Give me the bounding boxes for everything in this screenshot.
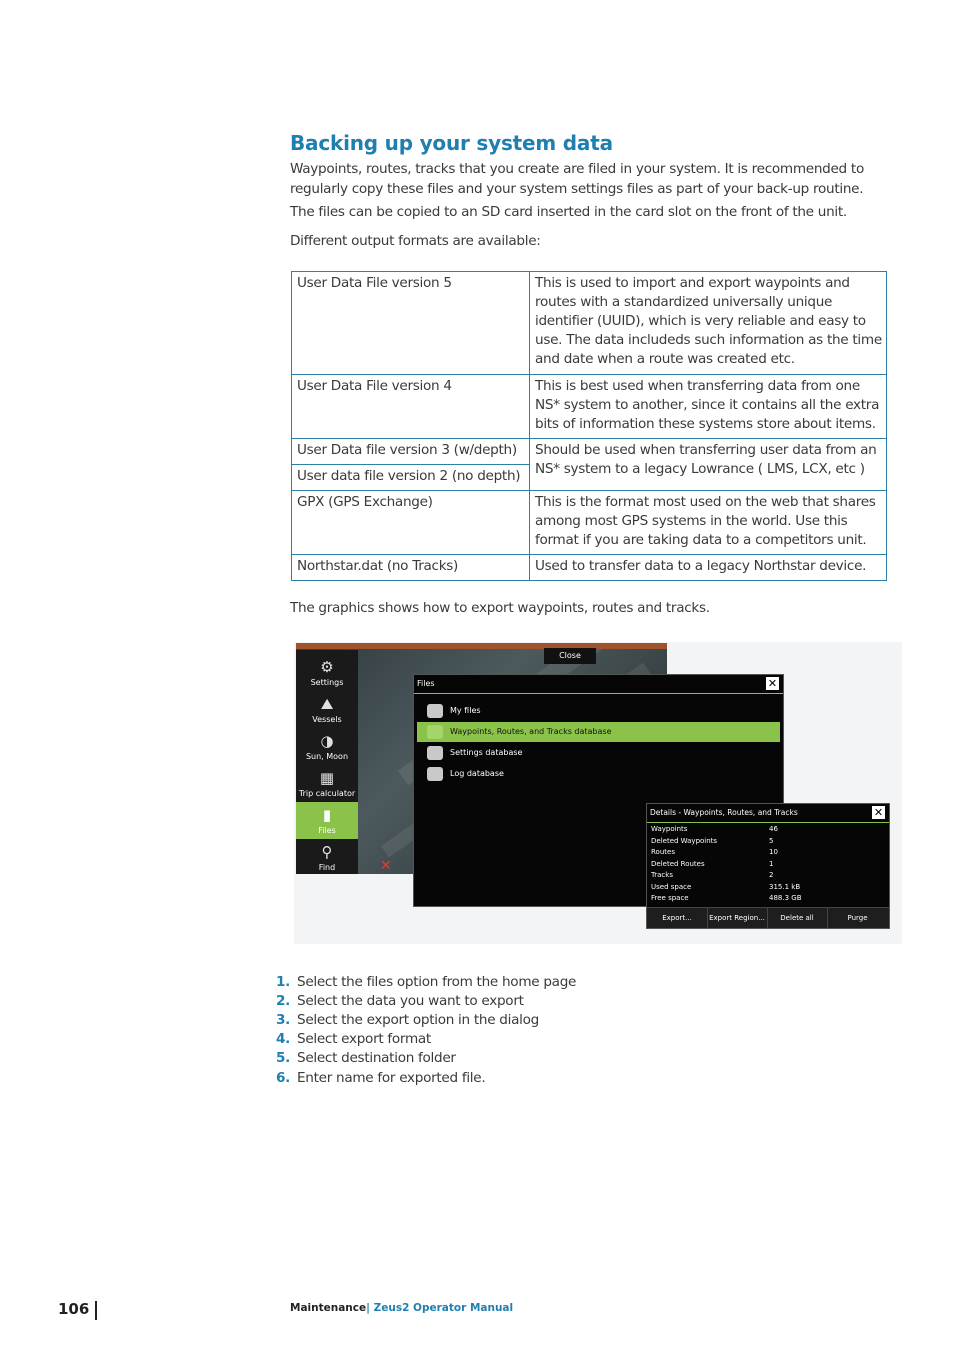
step-item: 5. Select destination folder — [275, 1050, 456, 1066]
folder-icon: ▮ — [322, 806, 332, 824]
sd-card-paragraph: The files can be copied to an SD card inserted in the card slot on the front of the unit. — [290, 204, 847, 220]
step-item: 2. Select the data you want to export — [275, 993, 524, 1009]
format-name: GPX (GPS Exchange) — [292, 491, 530, 555]
format-description: This is the format most used on the web that shares among most GPS systems in the world. Use this format if you are taking data to a competitors unit. — [530, 491, 887, 555]
format-description: This is best used when transferring data from one NS* system to another, since it contains all the extra bits of information these systems store about items. — [530, 375, 887, 439]
close-icon[interactable]: ✕ — [767, 677, 778, 690]
file-item-log-db[interactable]: Log database — [417, 764, 780, 784]
export-screenshot — [294, 642, 902, 944]
close-icon: ✕ — [380, 858, 392, 874]
step-item: 1. Select the files option from the home page — [275, 974, 577, 990]
detail-row: Routes 10 — [651, 848, 778, 856]
nav-files[interactable]: ▮ Files — [296, 802, 358, 839]
format-name: User Data file version 3 (w/depth) — [292, 439, 530, 465]
database-icon — [427, 746, 443, 760]
close-icon[interactable]: ✕ — [873, 806, 884, 819]
moon-icon: ◑ — [320, 732, 334, 750]
format-description: Used to transfer data to a legacy Northstar device. — [530, 555, 887, 581]
vessel-icon: ⛰ — [320, 695, 334, 713]
page-number-divider — [95, 1301, 97, 1320]
format-name: User Data File version 4 — [292, 375, 530, 439]
delete-all-button[interactable]: Delete all — [767, 908, 828, 928]
folder-icon — [427, 704, 443, 718]
detail-row: Used space 315.1 kB — [651, 882, 801, 891]
detail-row: Deleted Waypoints 5 — [651, 836, 774, 845]
details-button-bar — [647, 907, 889, 928]
step-item: 6. Enter name for exported file. — [275, 1070, 486, 1086]
intro-paragraph: Waypoints, routes, tracks that you create are filed in your system. It is recommended to regularly copy these files and your system settings files as part of your back-up routine. — [290, 161, 864, 197]
purge-button[interactable]: Purge — [847, 914, 868, 922]
nav-find[interactable]: ⚲ Find — [296, 839, 358, 876]
nav-trip-calculator[interactable]: ▦ Trip calculator — [296, 765, 358, 802]
formats-intro: Different output formats are available: — [290, 233, 541, 249]
detail-row: Free space 488.3 GB — [651, 894, 802, 902]
nav-vessels[interactable]: ⛰ Vessels — [296, 691, 358, 728]
format-description: Should be used when transferring user data from an NS* system to a legacy Lowrance ( LMS, LCX, etc ) — [530, 439, 887, 491]
home-sidebar — [296, 650, 358, 874]
section-heading: Backing up your system data — [290, 131, 613, 155]
file-item-my-files[interactable]: My files — [417, 701, 780, 721]
calculator-icon: ▦ — [319, 769, 335, 787]
step-item: 4. Select export format — [275, 1031, 431, 1047]
table-row — [292, 491, 887, 555]
detail-row: Waypoints 46 — [651, 825, 778, 833]
format-name: User Data File version 5 — [292, 272, 530, 375]
gear-icon: ⚙ — [320, 658, 334, 676]
page-footer: Maintenance| Zeus2 Operator Manual — [290, 1302, 514, 1314]
detail-row: Deleted Routes 1 — [651, 859, 774, 868]
detail-row: Tracks 2 — [651, 871, 774, 879]
format-name: User data file version 2 (no depth) — [292, 465, 530, 491]
table-row — [292, 375, 887, 439]
details-window-title: Details - Waypoints, Routes, and Tracks — [647, 804, 889, 823]
export-region-button[interactable]: Export Region... — [707, 908, 768, 928]
graphics-caption: The graphics shows how to export waypoints, routes and tracks. — [290, 600, 710, 616]
magnifier-icon: ⚲ — [321, 843, 333, 861]
files-window-title: Files — [414, 675, 783, 694]
export-button[interactable]: Export... — [647, 908, 708, 928]
details-window — [646, 803, 890, 929]
step-item: 3. Select the export option in the dialog — [275, 1012, 539, 1028]
format-name: Northstar.dat (no Tracks) — [292, 555, 530, 581]
database-icon — [427, 725, 443, 739]
page-number: 106 — [58, 1300, 90, 1318]
nav-sun-moon[interactable]: ◑ Sun, Moon — [296, 728, 358, 765]
status-bar — [296, 643, 667, 649]
format-description: This is used to import and export waypoints and routes with a standardized universally unique identifier (UUID), which is very reliable and easy to use. The data includeds such information as the time and date when a route was created etc. — [530, 272, 887, 375]
table-row — [292, 555, 887, 581]
close-button[interactable]: Close — [544, 648, 596, 664]
table-row — [292, 439, 887, 465]
file-item-waypoints-db[interactable]: Waypoints, Routes, and Tracks database — [417, 722, 780, 742]
database-icon — [427, 767, 443, 781]
file-item-settings-db[interactable]: Settings database — [417, 743, 780, 763]
table-row — [292, 272, 887, 375]
nav-settings[interactable]: ⚙ Settings — [296, 654, 358, 691]
formats-table — [291, 271, 887, 581]
